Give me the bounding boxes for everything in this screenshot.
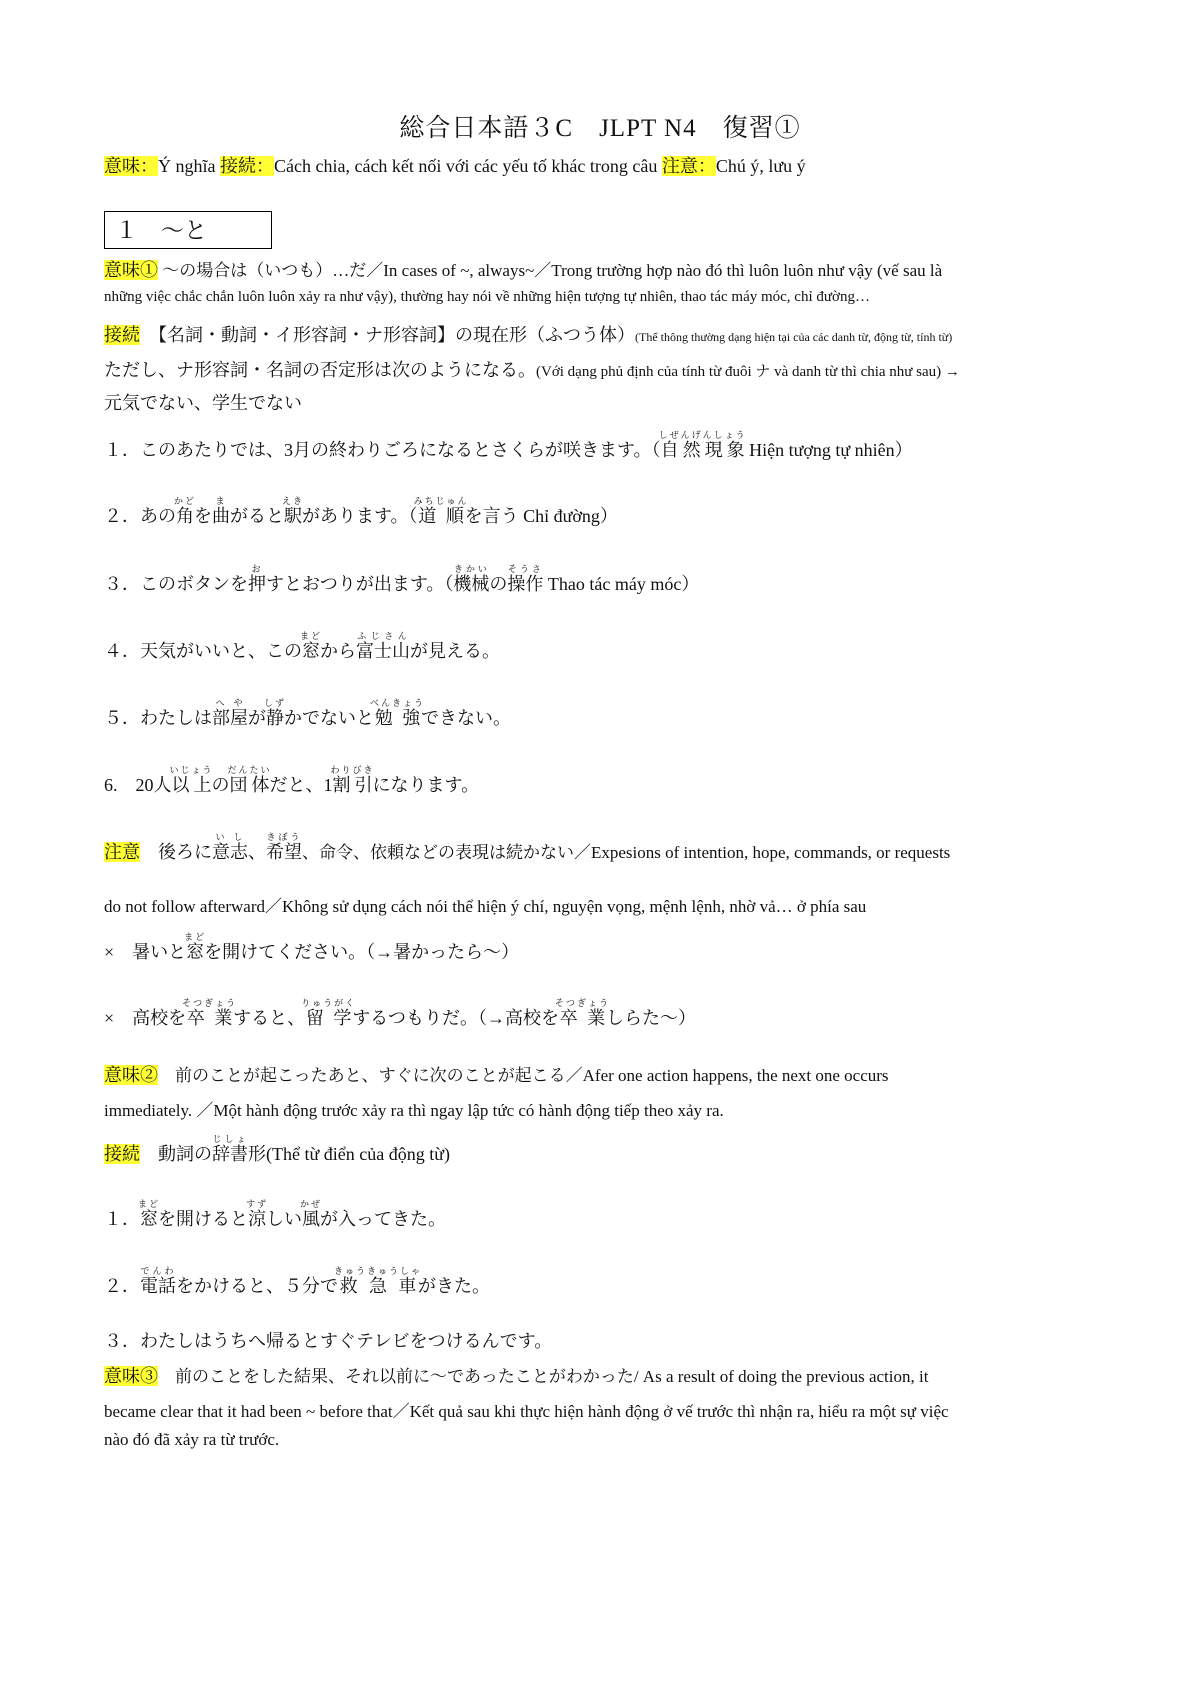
kanji: 部屋 xyxy=(212,708,248,728)
section-heading-box: １ ～と xyxy=(104,211,272,249)
note-text: 、命令、依頼などの表現は続かない／Expesions of intention, hope, commands, or requests xyxy=(302,843,951,862)
example-4-text: が見える。 xyxy=(410,641,500,661)
meaning3-line1 xyxy=(104,1362,1114,1388)
meaning2-connection-text: 形(Thể từ điển của động từ) xyxy=(248,1144,450,1164)
kanji: 静 xyxy=(264,708,286,728)
meaning3-text2: became clear that it had been ~ before that／Kết quả sau khi thực hiện hành động ở vế trước thì nhận ra, hiểu ra một sự việc xyxy=(104,1402,949,1421)
wrong-example-text: を開けてください。（→暑かったら～） xyxy=(204,942,520,962)
meaning2-connection xyxy=(104,1134,1114,1166)
meaning-label: 意味： xyxy=(104,156,158,176)
meaning2-connection-text: 動詞の xyxy=(140,1144,212,1164)
furigana: まど xyxy=(138,1199,161,1209)
example-2-text: がると xyxy=(230,506,284,526)
example-5-text: が xyxy=(248,708,266,728)
ruby-word xyxy=(356,631,410,661)
kanji: 辞書 xyxy=(212,1144,248,1164)
kanji: 留学 xyxy=(301,1008,357,1028)
meaning2-line1 xyxy=(104,1061,1114,1087)
furigana: でんわ xyxy=(140,1266,176,1276)
note-line2: do not follow afterward／Không sử dụng cách nói thể hiện ý chí, nguyện vọng, mệnh lệnh, nhờ vả… ở phía sau xyxy=(104,897,867,916)
ruby-word xyxy=(658,430,747,460)
ruby-word xyxy=(282,496,305,526)
example-2-gloss: を言う Chỉ đường） xyxy=(464,506,618,526)
example-6-text: になります。 xyxy=(372,775,480,795)
kanji: 意志 xyxy=(212,842,248,862)
ruby-word xyxy=(138,1199,161,1229)
note-text: 、 xyxy=(248,842,266,862)
example-2-text: ２．あの xyxy=(104,506,176,526)
ruby-word xyxy=(300,631,323,661)
example-3-gloss: Thao tác máy móc） xyxy=(543,574,700,594)
kanji: 窓 xyxy=(138,1209,160,1229)
ruby-word xyxy=(300,1199,323,1229)
ruby-word xyxy=(248,564,266,594)
page-title: 総合日本語３C JLPT N4 復習① xyxy=(399,115,801,142)
kanji: 窓 xyxy=(300,641,322,661)
ruby-word xyxy=(334,1266,423,1296)
furigana: すず xyxy=(245,1199,269,1209)
meaning3-text1: 前のことをした結果、それ以前に～であったことがわかった/ As a result of doing the previous action, it xyxy=(158,1367,929,1386)
example-text: をかけると、５分で xyxy=(176,1276,338,1296)
meaning1-text2: những việc chắc chắn luôn luôn xảy ra như vậy), thường hay nói về những hiện tượng tự nhiên, thao tác máy móc, chỉ đường… xyxy=(104,289,870,305)
furigana: そつぎょう xyxy=(555,998,611,1008)
example-3-text: すとおつりが出ます。（ xyxy=(266,574,454,594)
meaning1-connection xyxy=(104,321,1114,347)
kanji: 押 xyxy=(248,574,266,594)
kanji: 電話 xyxy=(140,1276,176,1296)
note-text: 後ろに xyxy=(140,842,212,862)
furigana: だんたい xyxy=(227,765,272,775)
ruby-word xyxy=(184,932,207,962)
example-1-text: １．このあたりでは、3月の終わりごろになるとさくらが咲きます。（ xyxy=(104,440,661,460)
meaning3-label: 意味③ xyxy=(104,1366,158,1386)
ruby-word xyxy=(169,765,214,795)
example-6-text: だと、1 xyxy=(269,775,333,795)
meaning2-example-1 xyxy=(104,1199,1114,1231)
ruby-word xyxy=(330,765,375,795)
example-5-text: かでないと xyxy=(284,708,374,728)
example-2-text: を xyxy=(194,506,212,526)
meaning1-label: 意味① xyxy=(104,260,158,280)
kanji: 自然現象 xyxy=(658,440,747,460)
ruby-word xyxy=(212,496,230,526)
note-text: Chú ý, lưu ý xyxy=(715,156,806,176)
ruby-word xyxy=(174,496,197,526)
ruby-word xyxy=(555,998,611,1028)
kanji: 以上 xyxy=(169,775,214,795)
example-4 xyxy=(104,631,1114,663)
example-text: がきた。 xyxy=(418,1276,490,1296)
furigana: しぜんげんしょう xyxy=(658,430,747,440)
connection-text: Cách chia, cách kết nối với các yếu tố khác trong câu xyxy=(274,156,658,176)
ruby-word xyxy=(413,496,469,526)
kanji: 卒業 xyxy=(555,1008,611,1028)
note-block-label: 注意 xyxy=(104,842,140,862)
furigana: お xyxy=(248,564,266,574)
kanji: 駅 xyxy=(282,506,304,526)
ruby-word xyxy=(507,564,544,594)
example-text: しい xyxy=(266,1209,302,1229)
example-1-gloss: Hiện tượng tự nhiên） xyxy=(744,440,913,460)
meaning2-connection-label: 接続 xyxy=(104,1144,140,1164)
furigana: そつぎょう xyxy=(182,998,238,1008)
furigana: いし xyxy=(212,832,248,842)
example-4-text: から xyxy=(320,641,356,661)
kanji: 機械 xyxy=(453,574,490,594)
furigana: べんきょう xyxy=(370,698,426,708)
furigana: そうさ xyxy=(507,564,544,574)
wrong-example-text: × 高校を xyxy=(104,1008,187,1028)
example-6-text: の xyxy=(211,775,230,795)
wrong-example-text: しらた～） xyxy=(606,1008,697,1028)
furigana: じしょ xyxy=(212,1134,248,1144)
meaning1-connection-line3: 元気でない、学生でない xyxy=(104,393,302,413)
furigana: ま xyxy=(212,496,230,506)
meaning1-connection-note: (Thể thông thường dạng hiện tại của các danh từ, động từ, tính từ) xyxy=(635,330,953,344)
meaning1-connection-label: 接続 xyxy=(104,325,140,345)
ruby-word xyxy=(182,998,238,1028)
furigana: しず xyxy=(264,698,287,708)
wrong-example-2 xyxy=(104,998,1114,1030)
furigana: きぼう xyxy=(266,832,302,842)
example-4-text: ４．天気がいいと、この xyxy=(104,641,302,661)
ruby-word xyxy=(212,832,248,862)
meaning1-connection-line2-text: ただし、ナ形容詞・名詞の否定形は次のようになる。 xyxy=(104,360,536,380)
kanji: 団体 xyxy=(227,775,272,795)
ruby-word xyxy=(301,998,357,1028)
kanji: 角 xyxy=(174,506,196,526)
note-line1 xyxy=(104,832,1114,864)
kanji: 割引 xyxy=(330,775,375,795)
example-3-text: ３．このボタンを xyxy=(104,574,248,594)
furigana: みちじゅん xyxy=(413,496,469,506)
meaning1-line1 xyxy=(104,256,1114,282)
meaning2-text2: immediately. ／Một hành động trước xảy ra thì ngay lập tức có hành động tiếp theo xảy ra. xyxy=(104,1101,724,1120)
legend-line xyxy=(104,152,1114,178)
meaning2-example-2 xyxy=(104,1266,1114,1298)
furigana: えき xyxy=(282,496,305,506)
kanji: 道順 xyxy=(413,506,469,526)
ruby-word xyxy=(212,1134,248,1164)
meaning2-label: 意味② xyxy=(104,1065,158,1085)
note-label: 注意： xyxy=(661,156,716,176)
meaning2-example-3: ３．わたしはうちへ帰るとすぐテレビをつけるんです。 xyxy=(104,1331,553,1351)
kanji: 窓 xyxy=(184,942,207,962)
furigana: へや xyxy=(212,698,248,708)
example-5 xyxy=(104,698,1114,730)
example-text: が入ってきた。 xyxy=(320,1209,446,1229)
kanji: 卒業 xyxy=(182,1008,238,1028)
ruby-word xyxy=(227,765,272,795)
example-5-text: できない。 xyxy=(421,708,512,728)
example-2-text: があります。（ xyxy=(302,506,418,526)
ruby-word xyxy=(264,698,287,728)
furigana: きゅうきゅうしゃ xyxy=(334,1266,423,1276)
example-1 xyxy=(104,430,1114,462)
meaning2-text1: 前のことが起こったあと、すぐに次のことが起こる／Afer one action happens, the next one occurs xyxy=(158,1066,889,1085)
ruby-word xyxy=(245,1199,269,1229)
ruby-word xyxy=(266,832,302,862)
kanji: 操作 xyxy=(507,574,544,594)
meaning1-connection-text: 【名詞・動詞・イ形容詞・ナ形容詞】の現在形（ふつう体） xyxy=(140,325,635,345)
furigana: りゅうがく xyxy=(301,998,357,1008)
kanji: 風 xyxy=(300,1209,322,1229)
connection-label: 接続： xyxy=(220,156,274,176)
example-2 xyxy=(104,496,1114,528)
furigana: いじょう xyxy=(169,765,214,775)
meaning1-text1: ～の場合は（いつも）…だ／In cases of ~, always~／Trong trường hợp nào đó thì luôn luôn như vậy (vế sau là xyxy=(158,261,943,280)
kanji: 希望 xyxy=(266,842,302,862)
example-3-text: の xyxy=(489,574,508,594)
example-text: １． xyxy=(104,1209,140,1229)
furigana: きかい xyxy=(453,564,490,574)
example-3 xyxy=(104,564,1114,596)
kanji: 勉強 xyxy=(370,708,426,728)
kanji: 富士山 xyxy=(356,641,410,661)
example-6 xyxy=(104,765,1114,797)
wrong-example-text: すると、 xyxy=(233,1008,306,1028)
wrong-example-text: するつもりだ。（→高校を xyxy=(352,1008,560,1028)
example-text: ２． xyxy=(104,1276,140,1296)
ruby-word xyxy=(370,698,426,728)
ruby-word xyxy=(212,698,248,728)
kanji: 曲 xyxy=(212,506,230,526)
example-5-text: ５．わたしは xyxy=(104,708,212,728)
kanji: 救急車 xyxy=(334,1276,422,1296)
furigana: まど xyxy=(184,932,207,942)
kanji: 涼 xyxy=(245,1209,269,1229)
meaning1-connection-line2 xyxy=(104,356,1114,382)
ruby-word xyxy=(140,1266,176,1296)
furigana: かぜ xyxy=(300,1199,323,1209)
wrong-example-text: × 暑いと xyxy=(104,942,187,962)
meaning3-text3: nào đó đã xảy ra từ trước. xyxy=(104,1430,280,1449)
furigana: わりびき xyxy=(330,765,375,775)
furigana: まど xyxy=(300,631,323,641)
meaning-text: Ý nghĩa xyxy=(158,156,216,176)
furigana: かど xyxy=(174,496,197,506)
furigana: ふじさん xyxy=(356,631,410,641)
example-6-text: 6. 20人 xyxy=(104,775,172,795)
meaning1-connection-line2-note: (Với dạng phủ định của tính từ đuôi ナ và danh từ thì chia như sau) → xyxy=(536,364,960,380)
example-text: を開けると xyxy=(158,1209,248,1229)
wrong-example-1 xyxy=(104,932,1114,964)
ruby-word xyxy=(453,564,490,594)
